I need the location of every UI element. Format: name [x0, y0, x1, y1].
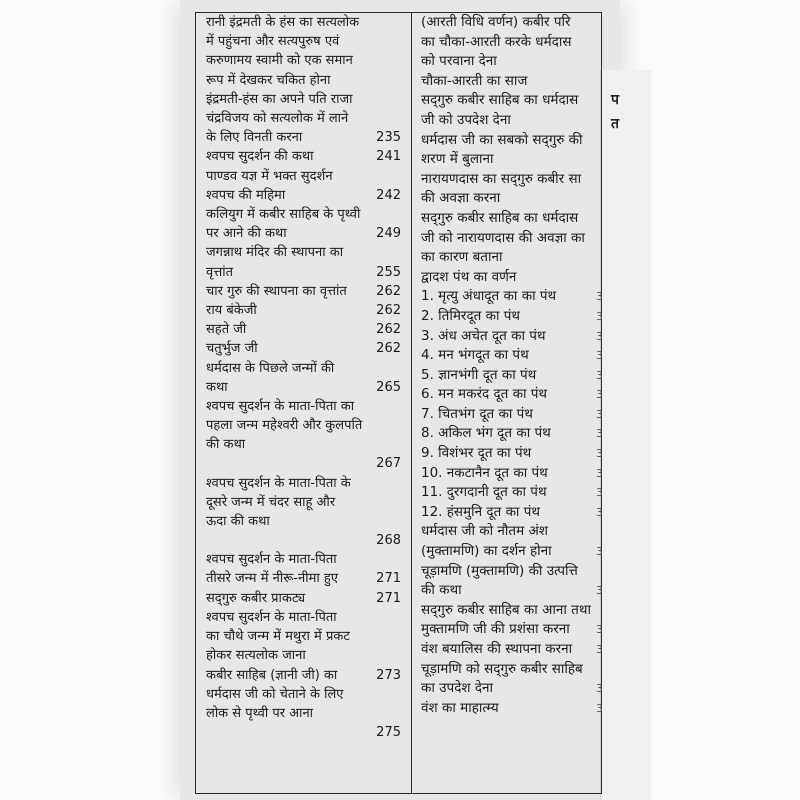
- toc-entry-title: दूसरे जन्म में चंदर साहू और: [206, 494, 336, 510]
- toc-entry-title: का उपदेश देना: [421, 680, 494, 697]
- toc-entry-title: 10. नकटानैन दूत का पंथ: [421, 464, 548, 481]
- toc-entry: [421, 248, 599, 268]
- toc-entry-page: 249: [376, 226, 401, 242]
- toc-entry-page: 3: [596, 329, 603, 343]
- next-page-edge: [600, 70, 651, 800]
- toc-entry-title: श्वपच सुदर्शन के माता-पिता के: [206, 475, 351, 491]
- toc-entry-title: पर आने की कथा: [206, 226, 287, 242]
- toc-entry: [206, 416, 401, 435]
- toc-entry-title: को परवाना देना: [421, 53, 497, 70]
- toc-entry: [421, 150, 599, 170]
- toc-entry-title: 2. तिमिरदूत का पंथ: [421, 307, 521, 324]
- toc-entry: [421, 52, 599, 72]
- toc-entry-title: रूप में देखकर चकित होना: [206, 72, 331, 88]
- toc-entry-page: 267: [376, 456, 401, 472]
- toc-entry-title: सद्‌गुरु कबीर साहिब का आना तथा: [421, 601, 591, 618]
- toc-entry-page: 3: [596, 486, 603, 500]
- toc-entry-title: का चौथे जन्म में मथुरा में प्रकट: [206, 629, 350, 645]
- toc-entry: [421, 91, 599, 111]
- toc-entry: [421, 699, 603, 719]
- toc-entry: [206, 282, 401, 301]
- toc-entry-title: चंद्रविजय को सत्यलोक में लाने: [206, 111, 349, 127]
- toc-entry-title: 3. अंध अचेत दूत का पंथ: [421, 327, 546, 344]
- toc-entry: [206, 167, 401, 186]
- toc-entry-page: 3: [596, 623, 603, 637]
- toc-entry: [421, 444, 603, 464]
- toc-left-column: [206, 13, 401, 742]
- toc-entry-title: जी को उपदेश देना: [421, 111, 511, 128]
- toc-entry-title: के लिए विनती करना: [206, 130, 303, 146]
- toc-entry: [421, 327, 603, 347]
- toc-entry-title: इंद्रमती-हंस का अपने पति राजा: [206, 91, 353, 107]
- toc-entry: [206, 723, 401, 742]
- toc-entry-title: रानी इंद्रमती के हंस का सत्यलोक: [206, 15, 360, 30]
- toc-entry-page: 271: [376, 571, 401, 587]
- toc-entry-title: धर्मदास जी को चेताने के लिए: [206, 686, 344, 702]
- toc-entry-page: 3: [596, 505, 603, 519]
- toc-entry-title: सद्‌गुरु कबीर साहिब का धर्मदास: [421, 209, 579, 226]
- toc-entry-page: 3: [596, 447, 603, 461]
- toc-entry: [206, 224, 401, 243]
- toc-entry-title: वंश का माहात्म्य: [421, 699, 499, 716]
- toc-entry-page: 3: [596, 407, 603, 421]
- toc-entry-title: 8. अकिल भंग दूत का पंथ: [421, 425, 551, 442]
- toc-entry: [421, 33, 599, 53]
- toc-entry: [421, 366, 603, 386]
- toc-entry: [206, 646, 401, 665]
- toc-entry-title: तीसरे जन्म में नीरू-नीमा हुए: [206, 571, 338, 587]
- toc-entry-title: नारायणदास का सद्‌गुरु कबीर सा: [421, 170, 582, 187]
- toc-entry: [421, 307, 603, 327]
- toc-entry: [206, 186, 401, 205]
- toc-entry: [206, 569, 401, 588]
- toc-entry-title: श्वपच की महिमा: [206, 187, 286, 203]
- toc-entry-page: 242: [376, 187, 401, 203]
- toc-entry-title: पाण्डव यज्ञ में भक्त सुदर्शन: [206, 168, 333, 184]
- toc-entry: [206, 51, 401, 70]
- toc-entry-page: 3: [596, 427, 603, 441]
- toc-entry-page: 273: [376, 667, 401, 683]
- toc-entry: [206, 320, 401, 339]
- toc-entry: [421, 601, 599, 621]
- toc-entry: [206, 435, 401, 454]
- edge-glyph: प: [611, 92, 619, 108]
- toc-entry: [421, 562, 599, 582]
- toc-entry-title: धर्मदास के पिछले जन्मों की: [206, 360, 335, 376]
- toc-entry-page: 3: [596, 701, 603, 715]
- toc-entry-title: सहते जी: [206, 322, 247, 338]
- toc-entry-title: का कारण बताना: [421, 249, 503, 266]
- toc-entry-title: श्वपच सुदर्शन के माता-पिता: [206, 609, 337, 625]
- toc-entry-page: 3: [596, 466, 603, 480]
- toc-entry-title: 1. मृत्यु अंधादूत का का पंथ: [421, 288, 557, 305]
- toc-entry: [421, 581, 603, 601]
- toc-entry-page: 235: [376, 130, 401, 146]
- toc-entry-title: 5. ज्ञानभंगी दूत का पंथ: [421, 366, 537, 383]
- toc-entry: [206, 704, 401, 723]
- toc-entry: [206, 608, 401, 627]
- toc-entry-page: 255: [376, 264, 401, 280]
- toc-entry-title: मुक्तामणि जी की प्रशंसा करना: [421, 621, 570, 638]
- toc-entry-title: शरण में बुलाना: [421, 151, 494, 168]
- toc-entry-page: 3: [596, 290, 603, 304]
- toc-entry-title: चूड़ामणि (मुक्तामणि) की उत्पत्ति: [421, 562, 578, 579]
- toc-entry-title: 11. दुरगदानी दूत का पंथ: [421, 484, 547, 501]
- toc-entry-title: 4. मन भंगदूत का पंथ: [421, 347, 529, 364]
- toc-entry: [421, 424, 603, 444]
- toc-entry-page: 271: [376, 590, 401, 606]
- toc-entry: [206, 685, 401, 704]
- toc-entry: [206, 32, 401, 51]
- toc-entry-page: 275: [376, 724, 401, 740]
- column-divider: [411, 13, 412, 793]
- toc-entry: [421, 170, 599, 190]
- toc-entry: [421, 679, 603, 699]
- toc-entry-title: में पहुंचना और सत्यपुरुष एवं: [206, 34, 340, 50]
- toc-entry: [421, 346, 603, 366]
- table-of-contents: [195, 12, 602, 794]
- toc-entry-title: श्वपच सुदर्शन की कथा: [206, 149, 314, 165]
- toc-entry: [421, 189, 599, 209]
- toc-entry-title: जगन्नाथ मंदिर की स्थापना का: [206, 245, 344, 261]
- toc-entry-title: 9. विशंभर दूत का पंथ: [421, 445, 532, 462]
- toc-entry: [421, 483, 603, 503]
- toc-entry-title: पहला जन्म महेश्वरी और कुलपति: [206, 418, 363, 434]
- toc-entry-page: 3: [596, 545, 603, 559]
- toc-entry: [421, 131, 599, 151]
- toc-entry-page: 262: [376, 341, 401, 357]
- toc-entry-title: 6. मन मकरंद दूत का पंथ: [421, 386, 548, 403]
- toc-entry-title: (आरती विधि वर्णन) कबीर परि: [421, 14, 571, 30]
- toc-entry: [421, 640, 603, 660]
- toc-entry: [421, 503, 603, 523]
- toc-entry-page: 262: [376, 303, 401, 319]
- toc-entry-title: द्वादश पंथ का वर्णन: [421, 268, 517, 285]
- toc-entry-title: की अवज्ञा करना: [421, 190, 501, 207]
- toc-entry-page: 3: [596, 682, 603, 696]
- toc-entry-title: जी को नारायणदास की अवज्ञा का: [421, 229, 585, 246]
- toc-entry-title: वृत्तांत: [206, 264, 233, 280]
- toc-entry: [421, 287, 603, 307]
- toc-entry: [206, 493, 401, 512]
- toc-entry-title: सद्‌गुरु कबीर प्राकट्य: [206, 590, 306, 606]
- toc-entry-page: 265: [376, 379, 401, 395]
- toc-right-column: [421, 13, 603, 718]
- toc-entry-title: धर्मदास जी को नौतम अंश: [421, 523, 548, 540]
- toc-entry: [421, 542, 603, 562]
- toc-entry-title: चार गुरु की स्थापना का वृत्तांत: [206, 283, 347, 299]
- toc-entry-page: 262: [376, 283, 401, 299]
- toc-entry: [206, 474, 401, 493]
- toc-entry: [206, 531, 401, 550]
- toc-entry-title: कथा: [206, 379, 228, 395]
- toc-entry: [206, 128, 401, 147]
- toc-entry-title: कबीर साहिब (ज्ञानी जी) का: [206, 667, 338, 683]
- toc-entry-title: श्वपच सुदर्शन के माता-पिता का: [206, 399, 355, 415]
- toc-entry: [206, 147, 401, 166]
- toc-entry-title: चतुर्भुज जी: [206, 341, 258, 357]
- toc-entry: [206, 397, 401, 416]
- toc-entry-title: का चौका-आरती करके धर्मदास: [421, 33, 572, 50]
- toc-entry: [421, 111, 599, 131]
- toc-entry: [206, 666, 401, 685]
- toc-entry-title: कलियुग में कबीर साहिब के पृथ्वी: [206, 207, 361, 223]
- toc-entry-page: 3: [596, 584, 603, 598]
- toc-entry: [421, 209, 599, 229]
- toc-entry: [206, 359, 401, 378]
- toc-entry-title: होकर सत्यलोक जाना: [206, 648, 306, 664]
- toc-entry: [206, 589, 401, 608]
- toc-entry-page: 3: [596, 368, 603, 382]
- toc-entry: [421, 660, 599, 680]
- toc-entry: [206, 512, 401, 531]
- toc-entry: [421, 229, 599, 249]
- toc-entry-title: की कथा: [206, 437, 246, 453]
- toc-entry: [206, 627, 401, 646]
- toc-entry: [206, 339, 401, 358]
- toc-entry: [206, 13, 401, 32]
- toc-entry-page: 241: [376, 149, 401, 165]
- toc-entry-title: चूड़ामणि को सद्‌गुरु कबीर साहिब: [421, 660, 583, 677]
- edge-glyph: त: [611, 116, 619, 132]
- toc-entry: [206, 378, 401, 397]
- toc-entry-title: सद्‌गुरु कबीर साहिब का धर्मदास: [421, 92, 579, 109]
- toc-entry-title: (मुक्तामणि) का दर्शन होना: [421, 543, 552, 560]
- toc-entry-title: ऊदा की कथा: [206, 514, 270, 530]
- toc-entry: [421, 620, 603, 640]
- toc-entry: [421, 268, 599, 288]
- toc-entry: [421, 385, 603, 405]
- toc-entry-title: धर्मदास जी का सबको सद्‌गुरु की: [421, 131, 583, 148]
- toc-entry: [421, 522, 599, 542]
- toc-entry-title: वंश बयालिस की स्थापना करना: [421, 641, 573, 657]
- toc-entry-title: राय बंकेजी: [206, 303, 257, 319]
- toc-entry-title: की कथा: [421, 582, 462, 599]
- toc-entry: [206, 205, 401, 224]
- toc-entry: [206, 90, 401, 109]
- toc-entry: [206, 109, 401, 128]
- toc-entry: [421, 72, 599, 92]
- toc-entry-title: करुणामय स्वामी को एक समान: [206, 53, 353, 69]
- toc-entry-title: 7. चितभंग दूत का पंथ: [421, 405, 533, 422]
- toc-entry: [421, 405, 603, 425]
- toc-entry: [206, 301, 401, 320]
- toc-entry-page: 268: [376, 533, 401, 549]
- toc-entry-title: श्वपच सुदर्शन के माता-पिता: [206, 552, 337, 568]
- toc-entry-page: 262: [376, 322, 401, 338]
- toc-entry-title: लोक से पृथ्वी पर आना: [206, 705, 314, 721]
- toc-entry: [206, 243, 401, 262]
- toc-entry: [206, 550, 401, 569]
- toc-entry: [206, 263, 401, 282]
- toc-entry-title: चौका-आरती का साज: [421, 72, 528, 89]
- toc-entry-page: 3: [596, 349, 603, 363]
- toc-entry-page: 3: [596, 643, 603, 656]
- toc-entry-page: 3: [596, 309, 603, 323]
- toc-entry: [206, 71, 401, 90]
- toc-entry: [421, 464, 603, 484]
- toc-entry-page: 3: [596, 388, 603, 402]
- toc-entry: [421, 13, 599, 33]
- toc-entry-title: 12. हंसमुनि दूत का पंथ: [421, 503, 541, 520]
- toc-entry: [206, 455, 401, 474]
